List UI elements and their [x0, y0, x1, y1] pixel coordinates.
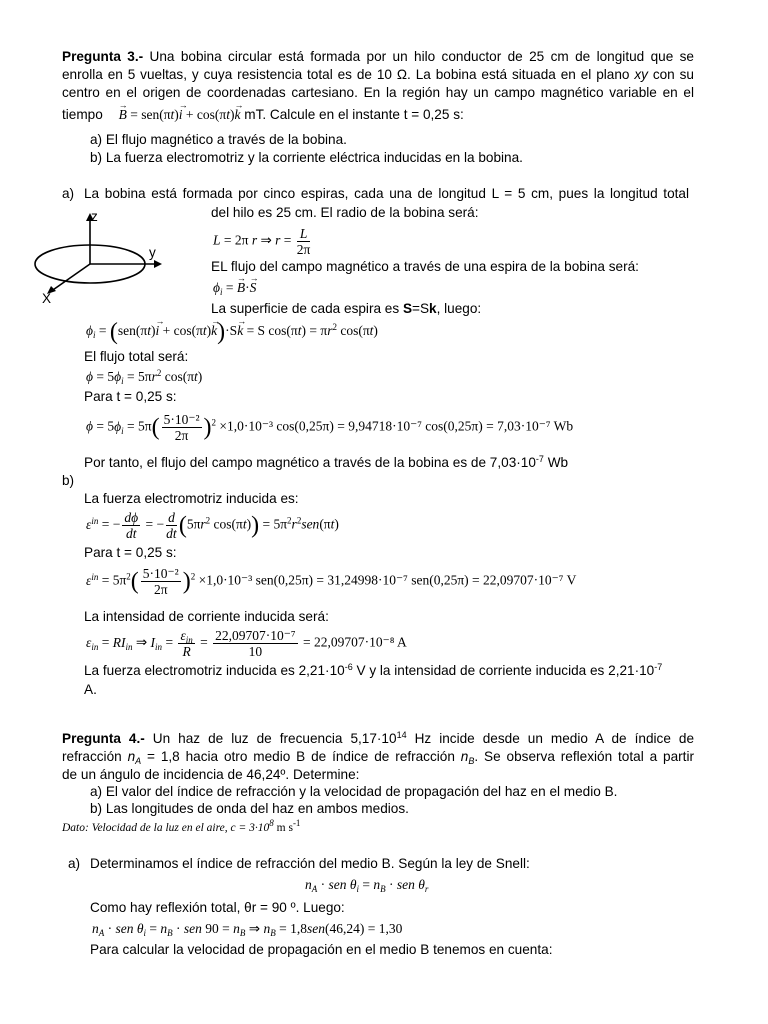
q4-line-1: Pregunta 4.- Un haz de luz de frecuencia $5,17\cdot 10^{14}$ Hz incide desde un medio A de índice de — [62, 730, 694, 746]
z-axis-label: z — [91, 209, 98, 224]
sol3-para-t: Para t = 0,25 s: — [84, 389, 177, 404]
sol3-conclusion-a: Por tanto, el flujo del campo magnético a través de la bobina es de $7,03\cdot 10^{-7}$ Wb — [84, 454, 569, 470]
eq-radius: L = 2π r ⇒ r = $\frac{L}{2\pi}$ — [213, 226, 311, 257]
sol3-flux-text: EL flujo del campo magnético a través de una espira de la bobina será: — [211, 259, 639, 274]
x-axis-label: X — [42, 291, 52, 306]
sol3-b-label: b) — [62, 473, 75, 488]
q3-item-b: b) La fuerza electromotriz y la corriente eléctrica inducidas en la bobina. — [90, 150, 523, 165]
eq-emf-numeric: $\varepsilon^{in} = 5\pi^2$( $\frac{\text{5·10⁻²}}{2\pi}$ )$^2$ ×1,0·10⁻³ sen(0,25π) = 31,24998·10⁻⁷ sen(0,25π) = 22,09707·10⁻⁷ V — [86, 566, 577, 597]
sol3-surface-text: La superficie de cada espira es S=Sk, luego: — [211, 301, 482, 316]
sol3-para-t-b: Para t = 0,25 s: — [84, 545, 177, 560]
sol3-a-line-2: del hilo es 25 cm. El radio de la bobina será: — [211, 205, 479, 220]
q4-item-b: b) Las longitudes de onda del haz en ambos medios. — [90, 801, 409, 816]
eq-flux-numeric: $\phi = 5\phi_i = 5\pi$( $\frac{\text{5·10⁻²}}{2\pi}$ )$^2$ ×1,0·10⁻³ cos(0,25π) = 9,94718·10⁻⁷ cos(0,25π) = 7,03·10⁻⁷ Wb — [86, 412, 574, 443]
q3-label: Pregunta 3.- — [62, 49, 144, 64]
eq-current: $\varepsilon_{in} = RI_{in}$ ⇒ $I_{in}$ = $\frac{\varepsilon_{in}}{R}$ = $\frac{\text{22,09707·10⁻⁷}}{10}$ = 22,09707·10⁻⁸ A — [86, 628, 407, 659]
sol3-final-line-2: A. — [84, 682, 97, 697]
q3-line-3: centro en el origen de coordenadas cartesiano. En la región hay un campo magnético variable en el — [62, 85, 694, 100]
sol4-a-line-1: Determinamos el índice de refracción del medio B. Según la ley de Snell: — [90, 856, 530, 871]
sol3-total-flux-text: El flujo total será: — [84, 349, 189, 364]
eq-flux-one: $\phi_i$ = → B·→ S — [213, 279, 256, 297]
eq-snell: $n_A$ · sen $\theta_i = n_B$ · sen $\theta_r$ — [305, 877, 429, 894]
eq-emf: $\varepsilon^{in}$ = − $\frac{d\phi}{dt}$ = − $\frac{d}{dt}$ ($5\pi r^2$ $\cos(\pi t)) = 5\pi^2r^2sen(\pi t)$ — [86, 510, 339, 541]
sol4-reflect-text: Como hay reflexión total, θr = 90 º. Luego: — [90, 900, 345, 915]
q4-line-3: de un ángulo de incidencia de 46,24º. Determine: — [62, 767, 360, 782]
sol3-a-line-1: La bobina está formada por cinco espiras, cada una de longitud L = 5 cm, pues la longitud total — [84, 186, 689, 201]
sol3-final-line-1: La fuerza electromotriz inducida es $2,21\cdot 10^{-6}$ V y la intensidad de corriente inducida es $2,21\cdot 10^{-7}$ — [84, 662, 663, 678]
y-axis-label: y — [149, 245, 156, 260]
x-axis — [50, 264, 90, 292]
q3-line-1: Pregunta 3.- Una bobina circular está formada por un hilo conductor de 25 cm de longitud que se — [62, 49, 694, 64]
sol4-vel-text: Para calcular la velocidad de propagación en el medio B tenemos en cuenta: — [90, 942, 553, 957]
sol4-a-label: a) — [68, 856, 81, 871]
eq-flux-expand: $\phi_i = (sen(\pi t)\to i + \cos(\pi t)\to k)\cdot S\to k = S$ $\cos(\pi t) = \pi r^2$ cos(πt) — [86, 322, 378, 341]
q3-line-4: tiempo → B = sen(πt)→ i + cos(πt)→ k mT. Calcule en el instante t = 0,25 s: — [62, 106, 464, 124]
field-equation: → B = sen(πt)→ i + cos(πt)→ k — [119, 107, 241, 122]
sol3-emf-text: La fuerza electromotriz inducida es: — [84, 491, 299, 506]
q3-item-a: a) El flujo magnético a través de la bobina. — [90, 132, 347, 147]
sol3-a-label: a) — [62, 186, 75, 201]
eq-nb: $n_A$ · sen $\theta_i = n_B$ · sen $90 = n_B$ ⇒ $n_B = 1,8sen(46,24) = 1,30$ — [92, 921, 403, 938]
sol3-current-text: La intensidad de corriente inducida será: — [84, 609, 329, 624]
q4-item-a: a) El valor del índice de refracción y la velocidad de propagación del haz en el medio B. — [90, 784, 618, 799]
q4-dato: Dato: Velocidad de la luz en el aire, $c = 3\cdot 10^8$ m $s^{-1}$ — [62, 818, 301, 834]
q4-line-2: refracción $n_A = 1,8$ hacia otro medio B de índice de refracción $n_B$. Se observa reflexión total a partir — [62, 749, 694, 766]
eq-total-flux: $\phi = 5\phi_i = 5\pi r^2$ cos(πt) — [86, 368, 203, 386]
q3-line-2: enrolla en 5 vueltas, y cuya resistencia total es de 10 Ω. La bobina está situada en el plano xy con su — [62, 67, 694, 82]
